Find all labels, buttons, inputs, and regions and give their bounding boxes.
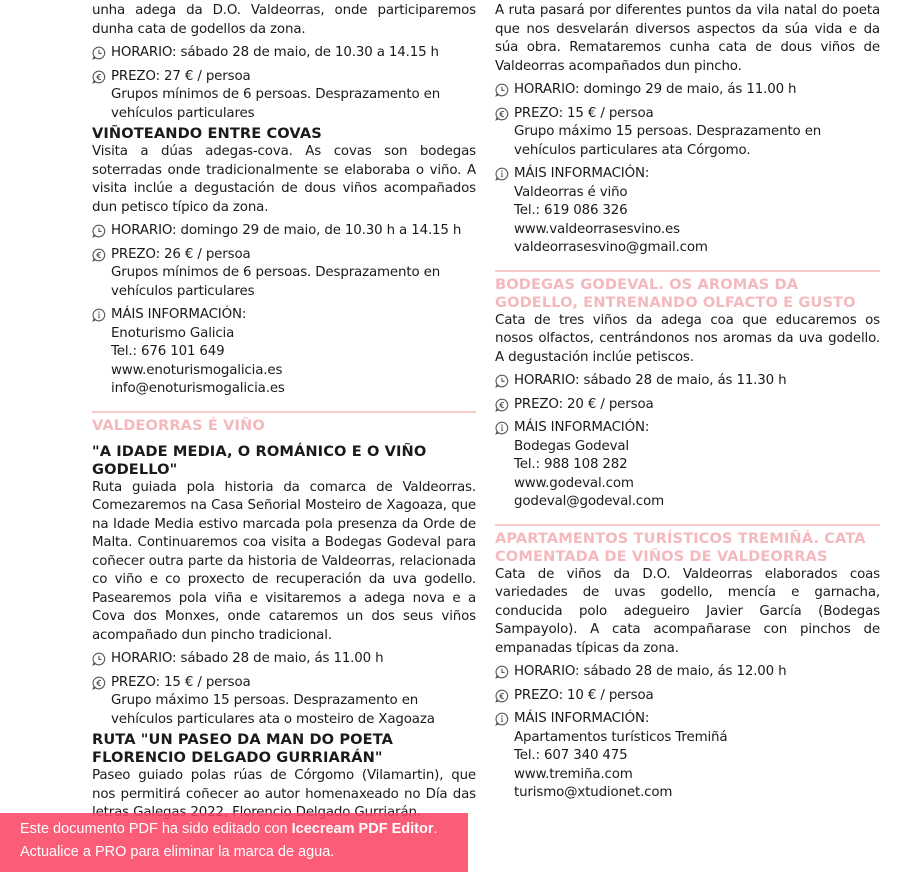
info-label: MÁIS INFORMACIÓN: [111, 307, 247, 322]
prezo-note: vehículos particulares ata Córgomo. [514, 142, 751, 158]
watermark-text: . [433, 821, 438, 837]
prezo-note: Grupos mínimos de 6 persoas. Desprazamento en [111, 87, 441, 102]
horario-text: HORARIO: sábado 28 de maio, de 10.30 a 14.15 h [111, 45, 439, 60]
section-divider [92, 411, 476, 413]
event-title: "A IDADE MEDIA, O ROMÁNICO E O VIÑO GODELLO" [92, 442, 427, 478]
info-icon [92, 308, 106, 322]
clock-icon [92, 46, 106, 60]
section-title: VALDEORRAS É VIÑO [92, 416, 265, 434]
watermark-line-1 [20, 818, 468, 841]
prezo-row [92, 68, 476, 124]
info-row [495, 419, 880, 512]
event-description: Cata de viños da D.O. Valdeorras elaborados coas variedades de uvas godello, mencía e garnacha, conducida polo adegueiro Javier García (Bodegas Sampayolo). A cata acompañarase con pinchos de empanadas típicas da zona. [495, 566, 880, 656]
info-phone[interactable]: Tel.: 988 108 282 [514, 457, 628, 472]
right-column [495, 0, 880, 803]
info-email-link[interactable]: valdeorrasesvino@gmail.com [514, 240, 708, 255]
euro-icon [495, 398, 509, 412]
section-divider [495, 270, 880, 272]
horario-text: HORARIO: domingo 29 de maio, ás 11.00 h [514, 82, 797, 97]
info-org: Enoturismo Galicia [111, 325, 235, 341]
prezo-text: PREZO: 15 € / persoa [111, 674, 251, 690]
event-description: A ruta pasará por diferentes puntos da vila natal do poeta que nos desvelarán diversos aspectos da súa vida e da súa obra. Remataremos cunha cata de dous viños de Valdeorras acompañados dun pincho. [495, 3, 880, 74]
horario-row [92, 650, 476, 669]
euro-icon [495, 107, 509, 121]
info-website-link[interactable]: www.tremiña.com [514, 766, 633, 782]
prezo-note: Grupo máximo 15 persoas. Desprazamento en [514, 124, 822, 139]
info-row [92, 306, 476, 399]
horario-text: HORARIO: domingo 29 de maio, de 10.30 h a 14.15 h [111, 223, 462, 238]
info-email-link[interactable]: info@enoturismogalicia.es [111, 381, 285, 396]
info-website-link[interactable]: www.valdeorrasesvino.es [514, 221, 680, 237]
info-email-link[interactable]: turismo@xtudionet.com [514, 785, 673, 800]
euro-icon [92, 676, 106, 690]
info-phone[interactable]: Tel.: 607 340 475 [514, 748, 628, 763]
info-phone[interactable]: Tel.: 619 086 326 [514, 203, 628, 218]
prezo-text: PREZO: 26 € / persoa [111, 246, 251, 262]
prezo-text: PREZO: 15 € / persoa [514, 105, 654, 121]
prezo-note: Grupos mínimos de 6 persoas. Desprazamento en [111, 265, 441, 280]
horario-text: HORARIO: sábado 28 de maio, ás 12.00 h [514, 664, 787, 679]
prezo-row [495, 687, 880, 706]
horario-row [495, 81, 880, 100]
prezo-note: vehículos particulares ata o mosteiro de Xagoaza [111, 711, 435, 727]
info-icon [495, 421, 509, 435]
watermark-banner[interactable] [0, 813, 468, 872]
prezo-row [92, 246, 476, 302]
info-email-link[interactable]: godeval@godeval.com [514, 494, 664, 509]
info-label: MÁIS INFORMACIÓN: [514, 420, 650, 435]
horario-row [495, 663, 880, 682]
info-org: Bodegas Godeval [514, 438, 629, 454]
section-title: BODEGAS GODEVAL. OS AROMAS DA GODELLO, ENTRENANDO OLFACTO E GUSTO [495, 275, 856, 311]
horario-row [92, 222, 476, 241]
prezo-note: vehículos particulares [111, 283, 255, 299]
intro-text: unha adega da D.O. Valdeorras, onde participaremos dunha cata de godellos da zona. [92, 3, 476, 37]
info-org: Valdeorras é viño [514, 184, 628, 200]
info-org: Apartamentos turísticos Tremiñá [514, 729, 728, 745]
event-title: RUTA "UN PASEO DA MAN DO POETA FLORENCIO DELGADO GURRIARÁN" [92, 731, 394, 766]
event-title: VIÑOTEANDO ENTRE COVAS [92, 125, 322, 142]
clock-icon [495, 83, 509, 97]
prezo-row [495, 105, 880, 161]
prezo-text: PREZO: 27 € / persoa [111, 68, 251, 84]
clock-icon [92, 224, 106, 238]
info-label: MÁIS INFORMACIÓN: [514, 166, 650, 181]
prezo-text: PREZO: 20 € / persoa [514, 396, 654, 412]
info-icon [495, 167, 509, 181]
info-label: MÁIS INFORMACIÓN: [514, 711, 650, 726]
watermark-text: Este documento PDF ha sido editado con [20, 821, 292, 837]
section-divider [495, 524, 880, 526]
info-icon [495, 712, 509, 726]
horario-text: HORARIO: sábado 28 de maio, ás 11.30 h [514, 373, 787, 388]
info-phone[interactable]: Tel.: 676 101 649 [111, 344, 225, 359]
prezo-text: PREZO: 10 € / persoa [514, 687, 654, 703]
prezo-note: vehículos particulares [111, 105, 255, 121]
clock-icon [495, 665, 509, 679]
info-row [495, 165, 880, 258]
event-description: Visita a dúas adegas-cova. As covas son bodegas soterradas onde tradicionalmente se elaboraba o viño. A visita inclúe a degustación de dous viños acompañados dun petisco típico da zona. [92, 144, 476, 215]
prezo-note: Grupo máximo 15 persoas. Desprazamento en [111, 693, 419, 708]
horario-row [92, 44, 476, 63]
euro-icon [92, 70, 106, 84]
info-website-link[interactable]: www.enoturismogalicia.es [111, 362, 283, 378]
watermark-line-2: Actualice a PRO para eliminar la marca de agua. [20, 844, 335, 860]
section-title: APARTAMENTOS TURÍSTICOS TREMIÑÁ. CATA COMENTADA DE VIÑOS DE VALDEORRAS [495, 529, 866, 565]
horario-row [495, 372, 880, 391]
clock-icon [92, 652, 106, 666]
euro-icon [495, 689, 509, 703]
event-description: Paseo guiado polas rúas de Córgomo (Vilamartin), que nos permitirá coñecer ao autor homenaxeado no Día das [92, 768, 476, 802]
euro-icon [92, 248, 106, 262]
info-website-link[interactable]: www.godeval.com [514, 475, 634, 491]
event-description: Ruta guiada pola historia da comarca de Valdeorras. Comezaremos na Casa Señorial Mosteiro de Xagoaza, que na Idade Media estivo marcada pola presenza da Orde de Malta. Continuaremos coa visita a Bodegas Godeval para coñecer outra parte da historia de Valdeorras, relacionada co viño e co proxecto de recuperación da uva godello. Pasearemos pola viña e visitaremos a adega nova e a Cova dos Monxes, onde cataremos un dos seus viños acompañado dun pincho tradicional. [92, 479, 476, 643]
info-row [495, 710, 880, 803]
event-description: Cata de tres viños da adega coa que educaremos os nosos olfactos, centrándonos nos aromas da uva godello. A degustación inclúe petiscos. [495, 312, 880, 365]
watermark-brand: Icecream PDF Editor [291, 821, 434, 837]
clock-icon [495, 374, 509, 388]
prezo-row [495, 396, 880, 415]
horario-text: HORARIO: sábado 28 de maio, ás 11.00 h [111, 651, 384, 666]
left-column [92, 0, 476, 823]
prezo-row [92, 674, 476, 730]
